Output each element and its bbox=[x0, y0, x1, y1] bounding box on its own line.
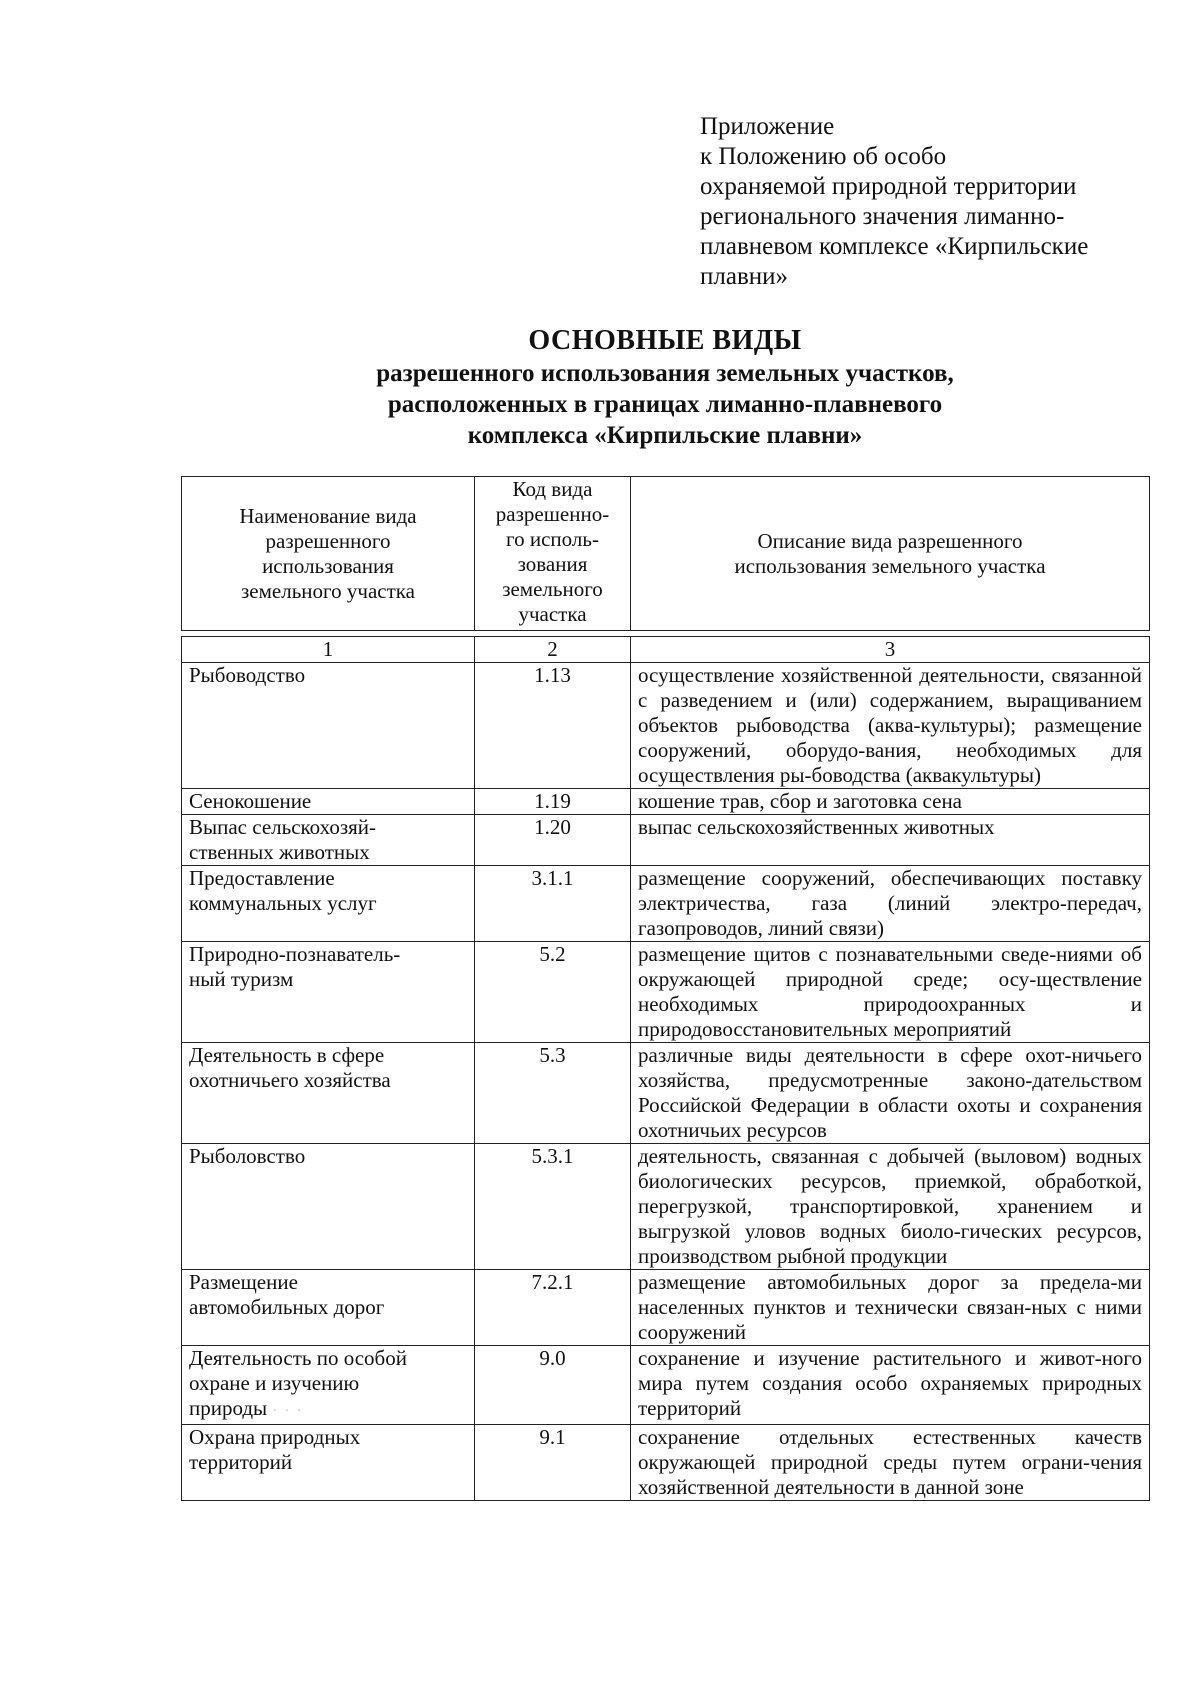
use-code-cell: 3.1.1 bbox=[475, 866, 631, 942]
header-code-line: разрешенно- bbox=[495, 502, 610, 526]
column-number-row bbox=[182, 637, 1150, 663]
use-code-cell: 5.3 bbox=[475, 1043, 631, 1144]
appendix-line: Приложение bbox=[700, 113, 835, 140]
table-row bbox=[182, 1144, 1150, 1270]
header-name-line: использования bbox=[262, 553, 394, 578]
table-row bbox=[182, 866, 1150, 942]
title-main: ОСНОВНЫЕ ВИДЫ bbox=[528, 325, 802, 356]
header-name-line: разрешенного bbox=[265, 528, 391, 553]
use-name-cell bbox=[182, 1425, 475, 1501]
table-row bbox=[182, 1270, 1150, 1346]
table-header bbox=[181, 476, 1150, 631]
header-code-line: го исполь- bbox=[506, 527, 599, 551]
header-description-line: Описание вида разрешенного bbox=[757, 528, 1023, 553]
use-name-cell bbox=[182, 789, 475, 815]
header-code-line: Код вида bbox=[512, 477, 593, 501]
use-name-line: Предоставление bbox=[189, 866, 335, 890]
header-description-line: использования земельного участка bbox=[734, 553, 1046, 578]
column-number: 2 bbox=[475, 637, 631, 663]
appendix-note bbox=[700, 112, 1170, 292]
use-description-cell: размещение щитов с познавательными сведе-ниями об окружающей природной среде; осу-ществление необходимых природоохранных и природовосстановительных мероприятий bbox=[631, 942, 1150, 1043]
header-code-line: участка bbox=[518, 602, 587, 626]
use-name-line: Охрана природных bbox=[189, 1425, 361, 1449]
use-name-cell bbox=[182, 1346, 475, 1425]
appendix-line: охраняемой природной территории bbox=[700, 173, 1077, 200]
use-name-line: Природно-познаватель- bbox=[189, 942, 401, 966]
table-row bbox=[182, 663, 1150, 789]
use-code-cell: 1.19 bbox=[475, 789, 631, 815]
table-row bbox=[182, 1043, 1150, 1144]
appendix-line: к Положению об особо bbox=[700, 143, 947, 170]
use-code-cell: 5.2 bbox=[475, 942, 631, 1043]
use-name-line-text: природы bbox=[189, 1396, 268, 1420]
document-title bbox=[180, 324, 1150, 451]
header-code-cell bbox=[475, 477, 631, 631]
title-sub-line: комплекса «Кирпильские плавни» bbox=[467, 422, 863, 449]
land-use-table bbox=[181, 636, 1150, 1501]
header-description-cell bbox=[631, 477, 1150, 631]
use-description-cell: кошение трав, сбор и заготовка сена bbox=[631, 789, 1150, 815]
table-row bbox=[182, 815, 1150, 866]
appendix-line: плавневом комплексе «Кирпильские bbox=[700, 233, 1089, 260]
use-description-cell: сохранение отдельных естественных качеств окружающей природной среды путем ограни-чения хозяйственной деятельности в данной зоне bbox=[631, 1425, 1150, 1501]
use-name-cell bbox=[182, 1144, 475, 1270]
use-name-line: Выпас сельскохозяй- bbox=[189, 815, 377, 839]
use-name-line: Рыболовство bbox=[189, 1144, 306, 1168]
column-number: 1 bbox=[182, 637, 475, 663]
use-code-cell: 9.0 bbox=[475, 1346, 631, 1425]
use-description-cell: различные виды деятельности в сфере охот-ничьего хозяйства, предусмотренные законо-дательством Российской Федерации в области охоты и сохранения охотничьих ресурсов bbox=[631, 1043, 1150, 1144]
use-name-cell bbox=[182, 815, 475, 866]
use-name-line: охране и изучению bbox=[189, 1371, 360, 1395]
use-name-line: территорий bbox=[189, 1450, 293, 1474]
use-code-cell: 1.13 bbox=[475, 663, 631, 789]
appendix-line: плавни» bbox=[700, 263, 789, 290]
header-code-line: земельного bbox=[502, 577, 603, 601]
header-name-cell bbox=[182, 477, 475, 631]
use-name-line: ственных животных bbox=[189, 840, 370, 864]
header-code-line: зования bbox=[517, 552, 588, 576]
use-description-cell: выпас сельскохозяйственных животных bbox=[631, 815, 1150, 866]
use-name-line: Деятельность в сфере bbox=[189, 1043, 385, 1067]
use-name-line: коммунальных услуг bbox=[189, 891, 377, 915]
use-name-line: ный туризм bbox=[189, 967, 294, 991]
use-name-cell bbox=[182, 866, 475, 942]
use-description-cell: сохранение и изучение растительного и живот-ного мира путем создания особо охраняемых природных территорий bbox=[631, 1346, 1150, 1425]
use-name-line: автомобильных дорог bbox=[189, 1295, 385, 1319]
use-name-line: Сенокошение bbox=[189, 789, 312, 813]
table-row bbox=[182, 789, 1150, 815]
appendix-line: регионального значения лиманно- bbox=[700, 203, 1065, 230]
table-row bbox=[182, 1425, 1150, 1501]
use-name-cell bbox=[182, 942, 475, 1043]
title-sub-line: расположенных в границах лиманно-плавневого bbox=[387, 391, 943, 418]
use-description-cell: размещение автомобильных дорог за предела-ми населенных пунктов и технически связан-ных с ними сооружений bbox=[631, 1270, 1150, 1346]
use-name-line: охотничьего хозяйства bbox=[189, 1068, 391, 1092]
column-number: 3 bbox=[631, 637, 1150, 663]
use-name-cell bbox=[182, 663, 475, 789]
faint-mark: · · · bbox=[272, 1404, 304, 1419]
title-sub-line: разрешенного использования земельных участков, bbox=[376, 360, 954, 387]
use-code-cell: 5.3.1 bbox=[475, 1144, 631, 1270]
use-name-line bbox=[189, 1396, 467, 1424]
use-name-line: Деятельность по особой bbox=[189, 1346, 407, 1370]
header-name-line: Наименование вида bbox=[239, 503, 417, 528]
use-name-cell bbox=[182, 1043, 475, 1144]
header-name-line: земельного участка bbox=[241, 578, 415, 603]
use-code-cell: 1.20 bbox=[475, 815, 631, 866]
table-row bbox=[182, 942, 1150, 1043]
use-name-cell bbox=[182, 1270, 475, 1346]
use-code-cell: 9.1 bbox=[475, 1425, 631, 1501]
use-name-line: Размещение bbox=[189, 1270, 298, 1294]
use-description-cell: деятельность, связанная с добычей (выловом) водных биологических ресурсов, приемкой, обработкой, перегрузкой, транспортировкой, хранением и выгрузкой уловов водных биоло-гических ресурсов, производством рыбной продукции bbox=[631, 1144, 1150, 1270]
use-name-line: Рыбоводство bbox=[189, 663, 306, 687]
use-code-cell: 7.2.1 bbox=[475, 1270, 631, 1346]
use-description-cell: размещение сооружений, обеспечивающих поставку электричества, газа (линий электро-передач, газопроводов, линий связи) bbox=[631, 866, 1150, 942]
use-description-cell: осуществление хозяйственной деятельности, связанной с разведением и (или) содержанием, выращиванием объектов рыбоводства (аква-культуры); размещение сооружений, оборудо-вания, необходимых для осуществления ры-боводства (аквакультуры) bbox=[631, 663, 1150, 789]
table-row bbox=[182, 1346, 1150, 1425]
